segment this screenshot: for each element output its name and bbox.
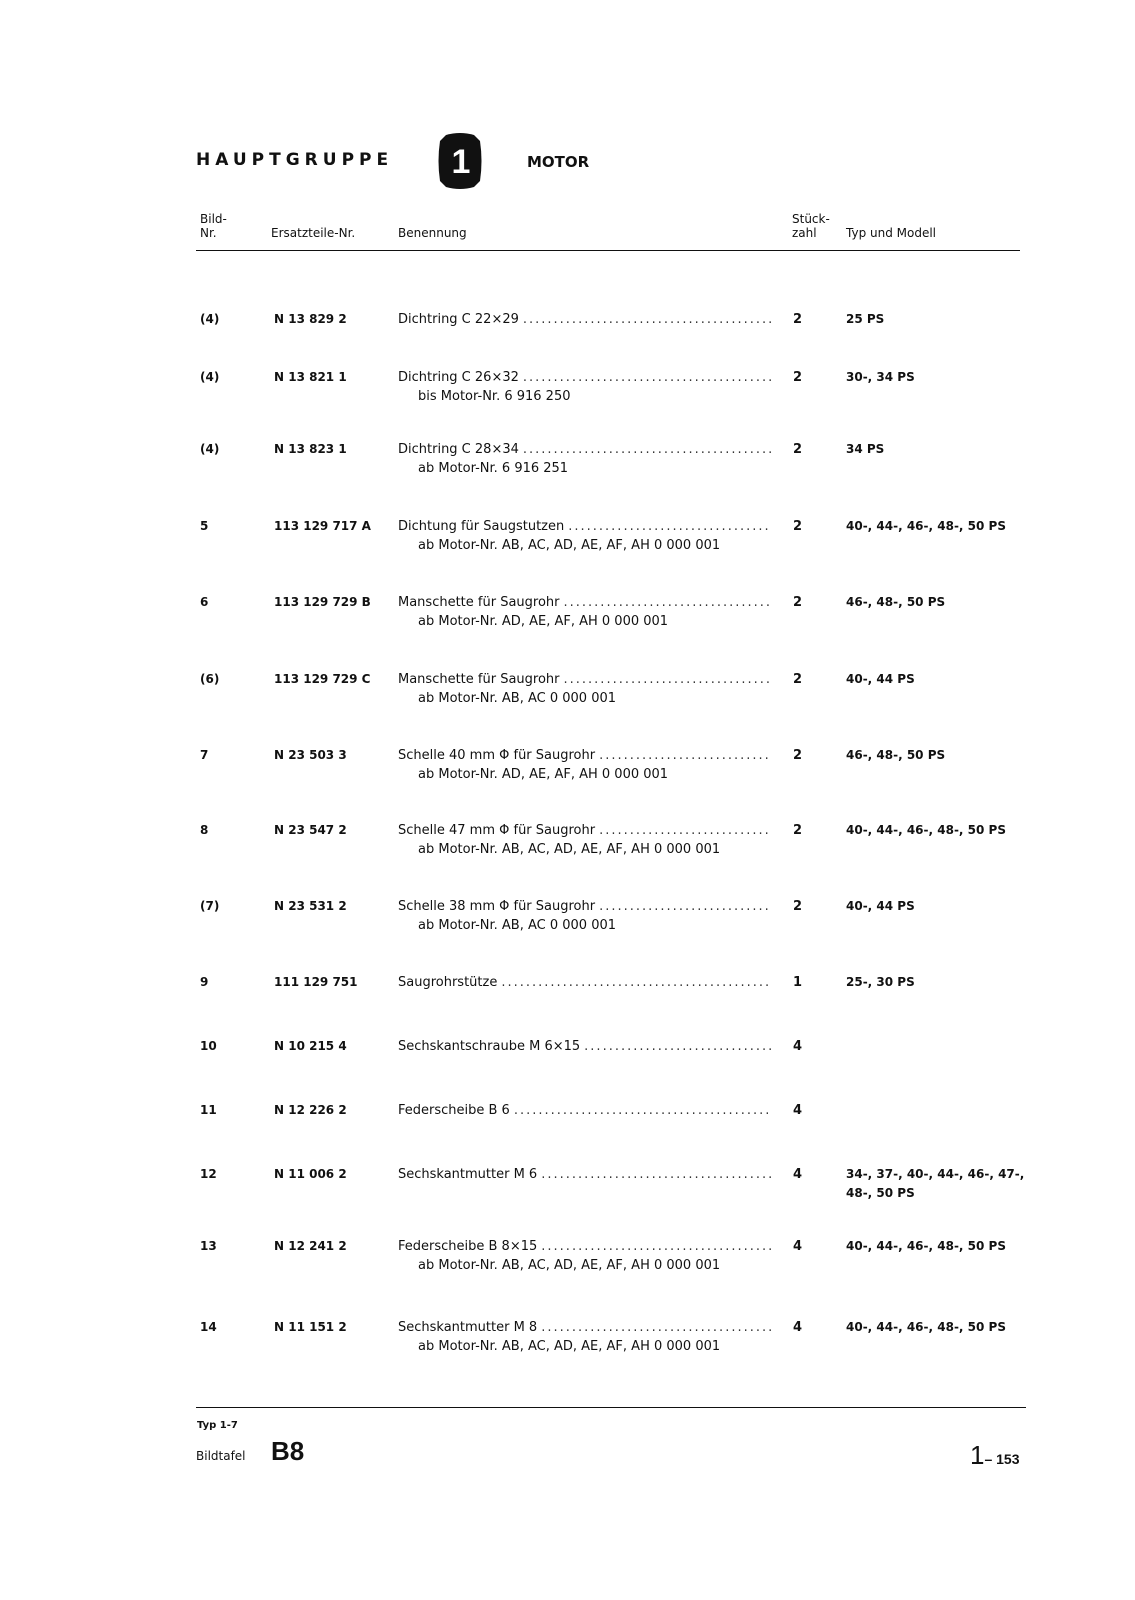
row-name: Sechskantmutter M 8 (398, 1320, 538, 1335)
row-type: 25-, 30 PS (846, 975, 915, 989)
row-part-number: N 12 226 2 (274, 1103, 347, 1117)
row-part-number: N 23 531 2 (274, 899, 347, 913)
col-header-qty (792, 212, 830, 240)
row-type: 40-, 44-, 46-, 48-, 50 PS (846, 823, 1006, 837)
leader-dots (541, 1165, 772, 1184)
row-type: 46-, 48-, 50 PS (846, 748, 946, 762)
row-sub-note: ab Motor-Nr. AD, AE, AF, AH 0 000 001 (418, 614, 669, 629)
row-qty: 1 (793, 975, 803, 990)
group-number: 1 (451, 143, 471, 181)
bildtafel-code: B8 (271, 1436, 305, 1466)
row-description (398, 1101, 772, 1120)
row-bild: (6) (200, 672, 220, 686)
row-type: 40-, 44-, 46-, 48-, 50 PS (846, 1239, 1006, 1253)
row-qty: 2 (793, 899, 803, 914)
leader-dots (541, 1318, 772, 1337)
main-group-label: HAUPTGRUPPE (196, 150, 394, 170)
row-description (398, 310, 772, 329)
row-part-number: N 10 215 4 (274, 1039, 347, 1053)
row-qty: 2 (793, 370, 803, 385)
row-description (398, 368, 772, 406)
group-badge-shape (436, 131, 484, 191)
row-name: Manschette für Saugrohr (398, 672, 560, 687)
row-name: Dichtring C 22×29 (398, 312, 519, 327)
row-bild: 12 (200, 1167, 217, 1181)
row-part-number: N 13 823 1 (274, 442, 347, 456)
row-bild: (4) (200, 442, 220, 456)
row-name: Dichtung für Saugstutzen (398, 519, 565, 534)
row-part-number: 113 129 717 A (274, 519, 371, 533)
col-header-bild (200, 212, 227, 240)
col-header-qty-line1: Stück- (792, 212, 830, 226)
row-qty: 4 (793, 1103, 803, 1118)
leader-dots (564, 593, 772, 612)
row-description (398, 440, 772, 478)
row-name: Federscheibe B 6 (398, 1103, 510, 1118)
row-description (398, 1237, 772, 1275)
row-part-number: 111 129 751 (274, 975, 358, 989)
row-bild: (4) (200, 370, 220, 384)
leader-dots (541, 1237, 772, 1256)
row-sub-note: ab Motor-Nr. AB, AC, AD, AE, AF, AH 0 000 001 (418, 1339, 721, 1354)
row-qty: 2 (793, 519, 803, 534)
col-header-qty-line2: zahl (792, 226, 817, 240)
bildtafel-label: Bildtafel (196, 1449, 246, 1463)
row-type: 34-, 37-, 40-, 44-, 46-, 47-, 48-, 50 PS (846, 1167, 1025, 1200)
row-qty: 2 (793, 312, 803, 327)
row-type: 40-, 44 PS (846, 672, 915, 686)
col-header-name: Benennung (398, 226, 467, 240)
col-header-part: Ersatzteile-Nr. (271, 226, 356, 240)
row-type: 40-, 44-, 46-, 48-, 50 PS (846, 1320, 1006, 1334)
header-rule (196, 250, 1020, 251)
row-sub-note: ab Motor-Nr. 6 916 251 (418, 461, 569, 476)
row-name: Dichtring C 28×34 (398, 442, 519, 457)
row-type: 40-, 44-, 46-, 48-, 50 PS (846, 519, 1006, 533)
row-description (398, 517, 772, 555)
leader-dots (564, 670, 772, 689)
row-sub-note: ab Motor-Nr. AB, AC, AD, AE, AF, AH 0 000 001 (418, 538, 721, 553)
leader-dots (599, 821, 772, 840)
row-qty: 4 (793, 1039, 803, 1054)
row-bild: 11 (200, 1103, 217, 1117)
row-sub-note: bis Motor-Nr. 6 916 250 (418, 389, 571, 404)
row-name: Sechskantmutter M 6 (398, 1167, 538, 1182)
row-bild: (7) (200, 899, 220, 913)
row-name: Manschette für Saugrohr (398, 595, 560, 610)
row-qty: 2 (793, 672, 803, 687)
row-bild: (4) (200, 312, 220, 326)
row-part-number: 113 129 729 B (274, 595, 371, 609)
page-number-main: 1 (970, 1440, 985, 1470)
page-number-sub: – 153 (984, 1451, 1020, 1467)
row-bild: 6 (200, 595, 209, 609)
row-bild: 13 (200, 1239, 217, 1253)
col-header-bild-line1: Bild- (200, 212, 227, 226)
row-description (398, 1165, 772, 1184)
leader-dots (584, 1037, 772, 1056)
leader-dots (523, 368, 772, 387)
row-description (398, 670, 772, 708)
row-name: Dichtring C 26×32 (398, 370, 519, 385)
row-part-number: N 13 829 2 (274, 312, 347, 326)
row-description (398, 1037, 772, 1056)
leader-dots (501, 973, 772, 992)
leader-dots (599, 897, 772, 916)
typ-label: Typ 1-7 (197, 1420, 238, 1431)
group-number-badge (436, 131, 484, 191)
col-header-bild-line2: Nr. (200, 226, 217, 240)
group-title: MOTOR (527, 153, 590, 171)
row-bild: 5 (200, 519, 209, 533)
row-name: Saugrohrstütze (398, 975, 498, 990)
row-part-number: N 23 547 2 (274, 823, 347, 837)
row-description (398, 821, 772, 859)
row-type: 40-, 44 PS (846, 899, 915, 913)
row-part-number: N 23 503 3 (274, 748, 347, 762)
row-qty: 2 (793, 595, 803, 610)
row-name: Schelle 47 mm Φ für Saugrohr (398, 823, 596, 838)
row-part-number: N 12 241 2 (274, 1239, 347, 1253)
leader-dots (523, 310, 772, 329)
page-number (970, 1440, 1020, 1471)
leader-dots (523, 440, 772, 459)
row-bild: 9 (200, 975, 209, 989)
row-part-number: N 11 006 2 (274, 1167, 347, 1181)
row-qty: 2 (793, 442, 803, 457)
row-description (398, 746, 772, 784)
col-header-type: Typ und Modell (846, 226, 936, 240)
row-name: Sechskantschraube M 6×15 (398, 1039, 581, 1054)
row-sub-note: ab Motor-Nr. AD, AE, AF, AH 0 000 001 (418, 767, 669, 782)
row-name: Schelle 38 mm Φ für Saugrohr (398, 899, 596, 914)
footer-rule (196, 1407, 1026, 1408)
row-part-number: 113 129 729 C (274, 672, 371, 686)
row-sub-note: ab Motor-Nr. AB, AC, AD, AE, AF, AH 0 000 001 (418, 1258, 721, 1273)
row-bild: 14 (200, 1320, 217, 1334)
row-description (398, 593, 772, 631)
row-description (398, 897, 772, 935)
row-name: Federscheibe B 8×15 (398, 1239, 538, 1254)
row-sub-note: ab Motor-Nr. AB, AC 0 000 001 (418, 691, 617, 706)
row-qty: 2 (793, 823, 803, 838)
row-type: 30-, 34 PS (846, 370, 915, 384)
row-bild: 8 (200, 823, 209, 837)
leader-dots (599, 746, 772, 765)
leader-dots (568, 517, 772, 536)
row-type: 25 PS (846, 312, 885, 326)
row-part-number: N 13 821 1 (274, 370, 347, 384)
row-type: 46-, 48-, 50 PS (846, 595, 946, 609)
row-qty: 2 (793, 748, 803, 763)
row-qty: 4 (793, 1320, 803, 1335)
row-description (398, 973, 772, 992)
row-name: Schelle 40 mm Φ für Saugrohr (398, 748, 596, 763)
row-part-number: N 11 151 2 (274, 1320, 347, 1334)
row-description (398, 1318, 772, 1356)
row-type: 34 PS (846, 442, 885, 456)
leader-dots (514, 1101, 772, 1120)
row-sub-note: ab Motor-Nr. AB, AC 0 000 001 (418, 918, 617, 933)
row-qty: 4 (793, 1239, 803, 1254)
row-sub-note: ab Motor-Nr. AB, AC, AD, AE, AF, AH 0 000 001 (418, 842, 721, 857)
row-bild: 7 (200, 748, 209, 762)
row-qty: 4 (793, 1167, 803, 1182)
row-bild: 10 (200, 1039, 217, 1053)
